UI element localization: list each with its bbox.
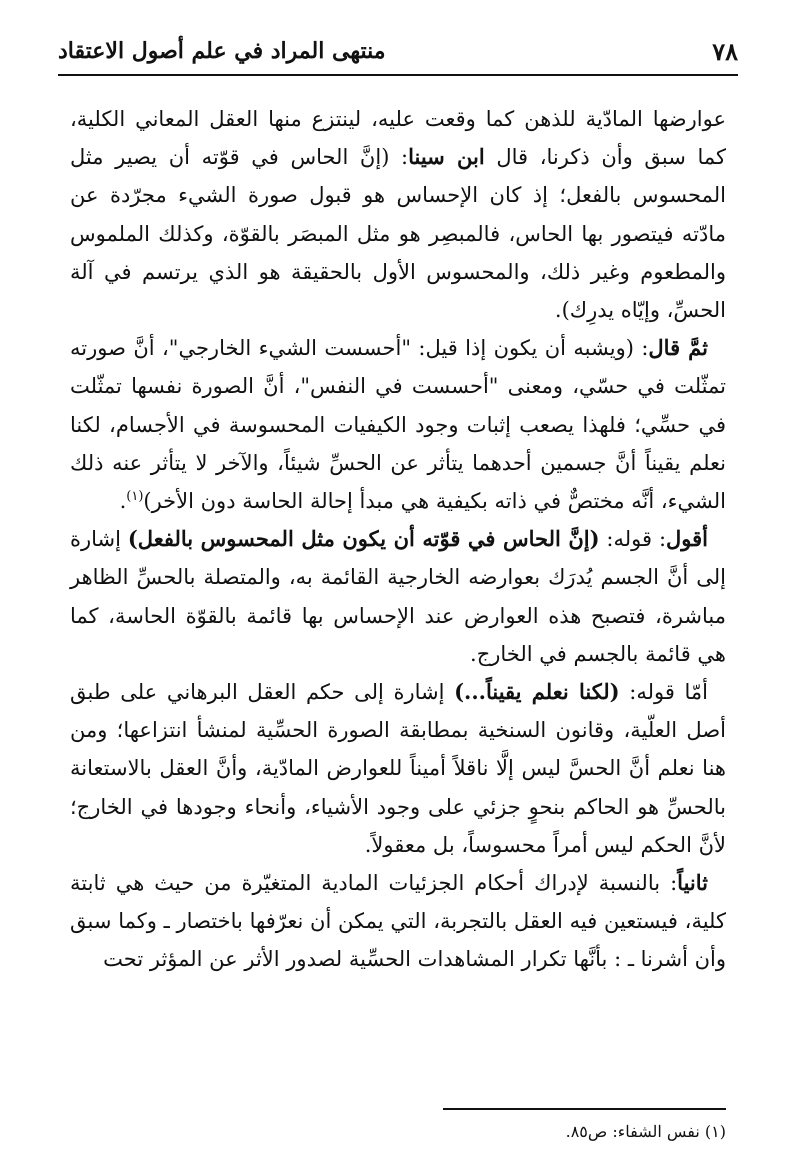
paragraph-lead: ثانياً bbox=[677, 870, 708, 896]
quoted-phrase: (لكنا نعلم يقيناً...) bbox=[454, 679, 620, 705]
footnote-divider bbox=[443, 1108, 726, 1110]
paragraph-3: أقول: قوله: (إنَّ الحاس في قوّته أن يكون مثل المحسوس بالفعل) إشارة إلى أنَّ الجسم يُدرَك بعوارضه الخارجية القائمة به، والمتصلة بالحسِّ الظاهر مباشرة، فتصبح هذه العوارض عند الإحساس بها قائمة بالقوّة الحاسة، كما هي قائمة بالجسم في الخارج. bbox=[70, 526, 726, 666]
paragraph-1: عوارضها المادّية للذهن كما وقعت عليه، لينتزع منها العقل المعاني الكلية، كما سبق وأن ذكرنا، قال ابن سينا: (إنَّ الحاس في قوّته أن يصير مثل المحسوس بالفعل؛ إذ كان الإحساس هو قبول صورة الشيء مجرّدة عن مادّته فيتصور بها الحاس، فالمبصِر هو مثل المبصَر بالقوّة، وكذلك الملموس والمطعوم وغير ذلك، والمحسوس الأول بالحقيقة هو الذي يرتسم في آلة الحسِّ، وإيّاه يدرِك). bbox=[70, 107, 726, 323]
book-title: منتهى المراد في علم أصول الاعتقاد bbox=[58, 38, 386, 64]
author-name: ابن سينا bbox=[408, 144, 485, 170]
footnote: (١) نفس الشفاء: ص٨٥. bbox=[565, 1122, 726, 1141]
paragraph-5: ثانياً: بالنسبة لإدراك أحكام الجزئيات المادية المتغيّرة من حيث هي ثابتة كلية، فيستعين فيه العقل بالتجربة، التي يمكن أن نعرّفها باختصار ـ وكما سبق وأن أشرنا ـ : بأنَّها تكرار المشاهدات الحسِّية لصدور الأثر عن المؤثر تحت bbox=[70, 870, 726, 972]
main-text bbox=[70, 100, 726, 979]
paragraph-2: ثمَّ قال: (ويشبه أن يكون إذا قيل: "أحسست الشيء الخارجي"، أنَّ صورته تمثّلت في حسّي، ومعنى "أحسست في النفس"، أنَّ الصورة نفسها تمثّلت في حسِّي؛ فلهذا يصعب إثبات وجود الكيفيات المحسوسة في الأجسام، لكنا نعلم يقيناً أنَّ جسمين أحدهما يتأثر عن الحسِّ شيئاً، والآخر لا يتأثر عنه ذلك الشيء، أنَّه مختصٌّ في ذاته بكيفية هي مبدأ إحالة الحاسة دون الأخر)$^{(١)}$. bbox=[70, 335, 726, 514]
paragraph-lead: أقول bbox=[666, 526, 709, 552]
paragraph-4: أمّا قوله: (لكنا نعلم يقيناً...) إشارة إلى حكم العقل البرهاني على طبق أصل العلّية، وقانون السنخية بمطابقة الصورة الحسِّية لمنشأ انتزاعها؛ ومن هنا نعلم أنَّ الحسَّ ليس إلَّا ناقلاً أميناً للعوارض المادّية، وأنَّ العقل بالاستعانة بالحسِّ هو الحاكم بنحوٍ جزئي على وجود الأشياء، وأنحاء وجودها في الخارج؛ لأنَّ الحكم ليس أمراً محسوساً، بل معقولاً. bbox=[70, 679, 726, 857]
paragraph-lead: ثمَّ قال bbox=[648, 335, 708, 361]
quoted-phrase: (إنَّ الحاس في قوّته أن يكون مثل المحسوس بالفعل) bbox=[127, 526, 600, 552]
running-header bbox=[58, 28, 738, 76]
footnote-marker: (١) bbox=[126, 489, 144, 505]
page-number: ٧٨ bbox=[712, 36, 738, 66]
